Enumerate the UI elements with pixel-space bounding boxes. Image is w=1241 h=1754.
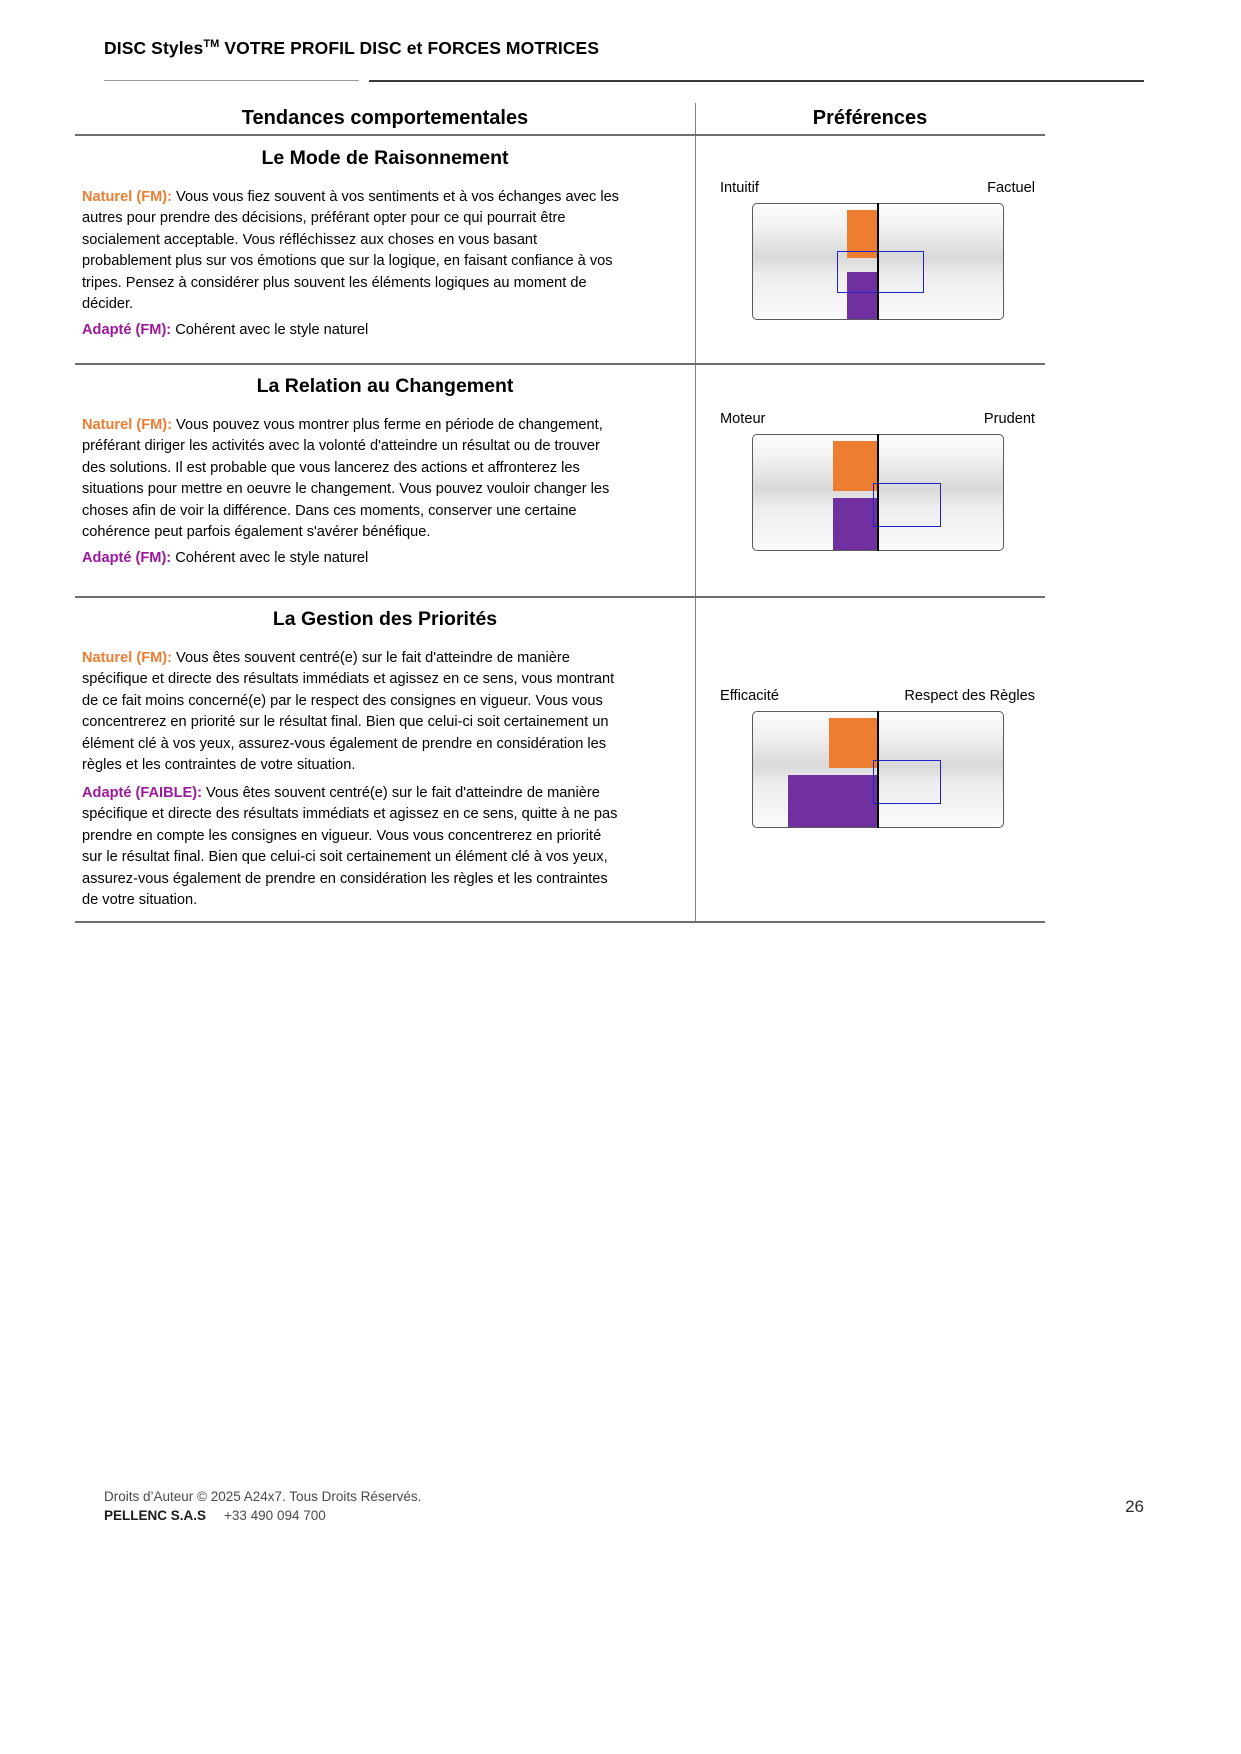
gauge-bar-adapted bbox=[833, 498, 878, 550]
section-natural-paragraph bbox=[82, 648, 622, 776]
page-number: 26 bbox=[1125, 1497, 1144, 1516]
adapted-label: Adapté (FM): bbox=[82, 322, 172, 338]
gauge-label-left: Efficacité bbox=[720, 688, 779, 704]
header-rule-left bbox=[104, 80, 359, 81]
column-header-preferences: Préférences bbox=[812, 107, 928, 129]
table-rule-header bbox=[75, 134, 1045, 136]
gauge-bar-adapted bbox=[788, 775, 878, 827]
header-title bbox=[104, 38, 1144, 59]
adapted-text: Cohérent avec le style naturel bbox=[171, 322, 369, 338]
table-rule-1 bbox=[75, 363, 1045, 365]
footer-phone: +33 490 094 700 bbox=[224, 1508, 326, 1523]
gauge-marker-outline bbox=[873, 483, 941, 527]
section-adapted-paragraph bbox=[82, 320, 622, 341]
preference-gauge-reasoning bbox=[720, 180, 1035, 325]
gauge-label-right: Prudent bbox=[983, 411, 1035, 427]
header-title-trademark: TM bbox=[203, 38, 220, 51]
page-header bbox=[104, 38, 1144, 59]
gauge-label-left: Intuitif bbox=[720, 180, 759, 196]
section-adapted-paragraph bbox=[82, 783, 622, 911]
section-title: Le Mode de Raisonnement bbox=[261, 147, 509, 169]
natural-text: Vous pouvez vous montrer plus ferme en période de changement, préférant diriger les activités avec la volonté d'atteindre un résultat ou de trouver des solutions. Il est probable que vous lancerez des actions et affronterez les situations pour mettre en oeuvre le changement. Vous pouvez vouloir changer les choses afin de voir la différence. Dans ces moments, conserver une certaine cohérence peut parfois également s'avérer bénéfique. bbox=[82, 417, 610, 541]
gauge-track bbox=[752, 203, 1004, 320]
adapted-text: Vous êtes souvent centré(e) sur le fait d'atteindre de manière spécifique et directe des résultats immédiats et agissez en ce sens, quitte à ne pas prendre en compte les consignes en vigueur. Vous vous concentrerez en priorité sur le résultat final. Bien que celui-ci soit certainement un élément clé à vos yeux, assurez-vous également de prendre en considération les règles et les contraintes de votre situation. bbox=[82, 785, 618, 909]
gauge-label-right: Respect des Règles bbox=[904, 688, 1035, 704]
adapted-label: Adapté (FM): bbox=[82, 550, 172, 566]
header-title-main: DISC Styles bbox=[104, 38, 204, 58]
gauge-track bbox=[752, 711, 1004, 828]
gauge-bar-natural bbox=[833, 441, 878, 491]
natural-text: Vous êtes souvent centré(e) sur le fait d'atteindre de manière spécifique et directe des résultats immédiats et agissez en ce sens, vous montrant de ce fait moins concerné(e) par le respect des consignes en vigueur. Vous vous concentrerez en priorité sur le résultat final. Bien que celui-ci soit certainement un élément clé à vos yeux, assurez-vous également de prendre en considération les règles et les contraintes de votre situation. bbox=[82, 650, 615, 774]
preference-gauge-priorities bbox=[720, 688, 1035, 833]
header-rule-right bbox=[369, 80, 1144, 82]
footer-company-line bbox=[104, 1508, 1144, 1523]
gauge-label-right: Factuel bbox=[987, 180, 1035, 196]
gauge-track bbox=[752, 434, 1004, 551]
section-title: La Gestion des Priorités bbox=[272, 608, 498, 630]
section-natural-paragraph bbox=[82, 415, 622, 543]
gauge-label-left: Moteur bbox=[720, 411, 766, 427]
gauge-marker-outline bbox=[837, 251, 925, 293]
section-title: La Relation au Changement bbox=[256, 375, 514, 397]
header-title-rest: VOTRE PROFIL DISC et FORCES MOTRICES bbox=[219, 38, 600, 58]
adapted-label: Adapté (FAIBLE): bbox=[82, 785, 202, 801]
header-rules bbox=[104, 80, 1144, 82]
gauge-center-line bbox=[877, 203, 880, 321]
table-rule-2 bbox=[75, 596, 1045, 598]
preference-gauge-change bbox=[720, 411, 1035, 556]
column-divider bbox=[695, 103, 696, 921]
table-rule-3 bbox=[75, 921, 1045, 923]
section-adapted-paragraph bbox=[82, 548, 622, 569]
natural-label: Naturel (FM): bbox=[82, 417, 172, 433]
gauge-marker-outline bbox=[873, 760, 941, 804]
footer-company: PELLENC S.A.S bbox=[104, 1508, 207, 1523]
footer-copyright: Droits d’Auteur © 2025 A24x7. Tous Droits Réservés. bbox=[104, 1489, 422, 1504]
column-header-behaviour: Tendances comportementales bbox=[241, 107, 529, 129]
gauge-center-line bbox=[877, 711, 880, 829]
gauge-center-line bbox=[877, 434, 880, 552]
section-natural-paragraph bbox=[82, 187, 622, 315]
adapted-text: Cohérent avec le style naturel bbox=[171, 550, 369, 566]
natural-text: Vous vous fiez souvent à vos sentiments et à vos échanges avec les autres pour prendre des décisions, préférant opter pour ce qui pourrait être socialement acceptable. Vous réfléchissez aux choses en vous basant probablement plus sur vos émotions que sur la logique, en faisant confiance à vos tripes. Pensez à considérer plus souvent les éléments logiques au moment de décider. bbox=[82, 189, 619, 313]
natural-label: Naturel (FM): bbox=[82, 189, 172, 205]
page-footer bbox=[104, 1489, 1144, 1523]
gauge-bar-natural bbox=[829, 718, 878, 768]
natural-label: Naturel (FM): bbox=[82, 650, 172, 666]
